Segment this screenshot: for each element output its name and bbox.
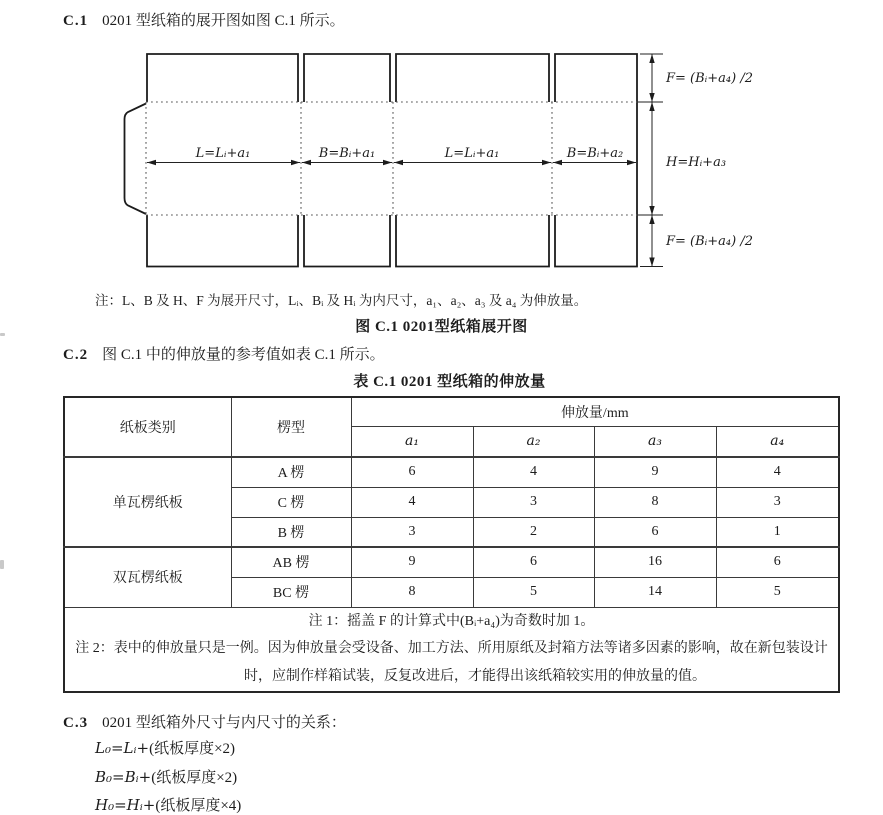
value-cell: 5 bbox=[716, 577, 839, 607]
group-single-wall: 单瓦楞纸板 bbox=[64, 457, 231, 547]
value-cell: 8 bbox=[351, 577, 473, 607]
table-notes bbox=[64, 607, 839, 692]
header-a3: a₃ bbox=[594, 426, 716, 457]
figure-note: 注：L、B 及 H、F 为展开尺寸，Lᵢ、Bᵢ 及 Hᵢ 为内尺寸，a₁、a₂、a₃ 及 a₄ 为伸放量。 bbox=[95, 293, 588, 308]
header-a1: a₁ bbox=[351, 426, 473, 457]
header-allowance-span: 伸放量/mm bbox=[351, 397, 839, 426]
panel-label-l2: L=Lᵢ+a₁ bbox=[444, 146, 500, 161]
value-cell: 8 bbox=[594, 487, 716, 517]
section-c3-heading bbox=[63, 711, 346, 732]
header-a2: a₂ bbox=[473, 426, 594, 457]
panel-label-b2: B=Bᵢ+a₂ bbox=[566, 146, 624, 161]
value-cell: 3 bbox=[473, 487, 594, 517]
scan-artifact bbox=[0, 333, 5, 336]
flute-bc: BC 楞 bbox=[231, 577, 351, 607]
table-row bbox=[64, 547, 839, 577]
section-c2-text: 图 C.1 中的伸放量的参考值如表 C.1 所示。 bbox=[102, 347, 385, 363]
formula-h0: H₀=Hᵢ+(纸板厚度×4) bbox=[95, 796, 242, 814]
value-cell: 3 bbox=[716, 487, 839, 517]
panel-label-l1: L=Lᵢ+a₁ bbox=[195, 146, 251, 161]
formula-l0: L₀=Lᵢ+(纸板厚度×2) bbox=[95, 739, 236, 757]
value-cell: 6 bbox=[594, 517, 716, 547]
section-c2-label: C.2 bbox=[63, 347, 89, 363]
flute-b: B 楞 bbox=[231, 517, 351, 547]
carton-unfold-diagram bbox=[0, 0, 883, 285]
value-cell: 16 bbox=[594, 547, 716, 577]
header-board-type: 纸板类别 bbox=[64, 397, 231, 457]
value-cell: 2 bbox=[473, 517, 594, 547]
group-double-wall: 双瓦楞纸板 bbox=[64, 547, 231, 607]
value-cell: 5 bbox=[473, 577, 594, 607]
section-c1-text: 0201 型纸箱的展开图如图 C.1 所示。 bbox=[102, 13, 345, 29]
dim-label-f-bottom: F= (Bᵢ+a₄) /2 bbox=[666, 234, 753, 249]
value-cell: 6 bbox=[351, 457, 473, 487]
scan-artifact bbox=[0, 560, 4, 569]
value-cell: 4 bbox=[716, 457, 839, 487]
panel-label-b1: B=Bᵢ+a₁ bbox=[318, 146, 376, 161]
value-cell: 6 bbox=[716, 547, 839, 577]
section-c2-heading bbox=[63, 343, 385, 364]
section-c3-label: C.3 bbox=[63, 715, 89, 731]
value-cell: 1 bbox=[716, 517, 839, 547]
section-c1-label: C.1 bbox=[63, 13, 89, 29]
flute-c: C 楞 bbox=[231, 487, 351, 517]
figure-caption: 图 C.1 0201型纸箱展开图 bbox=[355, 319, 528, 335]
table-row bbox=[64, 457, 839, 487]
section-c3-text: 0201 型纸箱外尺寸与内尺寸的关系： bbox=[102, 715, 346, 731]
allowance-table bbox=[63, 396, 840, 693]
table-note-1: 注 1：摇盖 F 的计算式中(Bᵢ+a₄)为奇数时加 1。 bbox=[308, 613, 595, 629]
dim-label-h: H=Hᵢ+a₃ bbox=[666, 155, 727, 170]
header-flute-type: 楞型 bbox=[231, 397, 351, 457]
flute-a: A 楞 bbox=[231, 457, 351, 487]
flute-ab: AB 楞 bbox=[231, 547, 351, 577]
dim-label-f-top: F= (Bᵢ+a₄) /2 bbox=[666, 71, 753, 86]
value-cell: 4 bbox=[351, 487, 473, 517]
glue-flap bbox=[125, 104, 147, 215]
formula-b0: B₀=Bᵢ+(纸板厚度×2) bbox=[95, 768, 238, 786]
value-cell: 6 bbox=[473, 547, 594, 577]
value-cell: 14 bbox=[594, 577, 716, 607]
value-cell: 9 bbox=[594, 457, 716, 487]
value-cell: 9 bbox=[351, 547, 473, 577]
value-cell: 3 bbox=[351, 517, 473, 547]
table-caption: 表 C.1 0201 型纸箱的伸放量 bbox=[353, 374, 546, 390]
table-note-2: 注 2：表中的伸放量只是一例。因为伸放量会受设备、加工方法、所用原纸及封箱方法等诸多因素的影响，故在新包装设计时，应制作样箱试装，反复改进后，才能得出该纸箱较实用的伸放量的值。 bbox=[75, 641, 828, 684]
header-a4: a₄ bbox=[716, 426, 839, 457]
value-cell: 4 bbox=[473, 457, 594, 487]
